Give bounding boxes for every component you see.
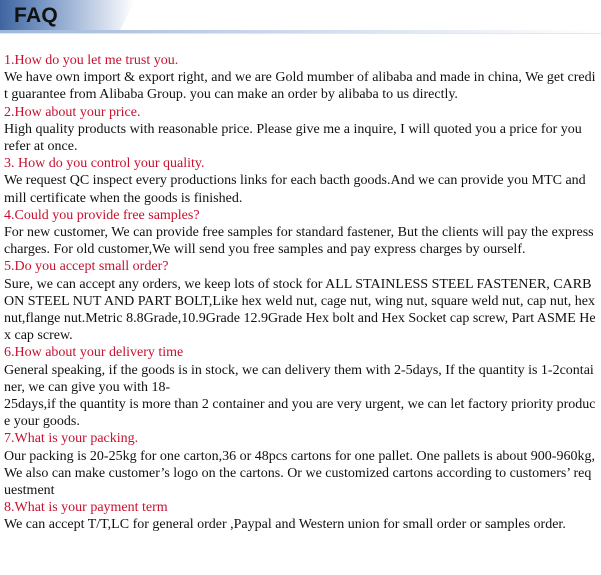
faq-question: 1.How do you let me trust you. [4,53,179,68]
faq-item-5 [4,258,596,344]
faq-item-4 [4,207,596,259]
faq-item-3 [4,155,596,207]
faq-question: 2.How about your price. [4,104,141,120]
faq-item-6 [4,344,596,430]
header-bar-graphic [0,0,601,37]
faq-question: 8.What is your payment term [4,500,168,516]
faq-question: 7.What is your packing. [4,431,139,447]
faq-answer: We can accept T/T,LC for general order ,Paypal and Western union for small order or samples order. [4,517,566,533]
faq-item-8 [4,499,596,533]
faq-item-2 [4,104,596,156]
faq-item-1 [4,52,596,104]
faq-question: 5.Do you accept small order? [4,259,169,275]
header-underline [0,30,601,33]
faq-header-banner [0,0,601,37]
faq-answer: We have own import & export right, and we are Gold mumber of alibaba and made in china, We get credit guarantee from Alibaba Group. you can make an order by alibaba to us directly. [4,70,596,103]
faq-question: 4.Could you provide free samples? [4,207,200,223]
faq-list [4,52,596,534]
faq-item-7 [4,430,596,499]
faq-answer: High quality products with reasonable price. Please give me a inquire, I will quoted you a price for you refer at once. [4,121,582,155]
faq-answer: We request QC inspect every productions links for each bacth goods.And we can provide you MTC and mill certificate when the goods is finished. [4,173,586,206]
faq-answer: Sure, we can accept any orders, we keep lots of stock for ALL STAINLESS STEEL FASTENER, CARBON STEEL NUT AND PART BOLT,Like hex weld nut, cage nut, wing nut, square weld nut, cap nut, hex nut,flange nut.Metric 8.8Grade,10.9Grade 12.9Grade Hex bolt and Hex Socket cap screw, Part ASME Hex cap screw. [4,276,596,344]
faq-answer: For new customer, We can provide free samples for standard fastener, But the clients will pay the express charges. For old customer,We will send you free samples and pay express charges by ourself. [4,225,594,258]
faq-answer: General speaking, if the goods is in stock, we can delivery them with 2-5days, If the quantity is 1-2container, we can give you with 18- 25days,if the quantity is more than 2 container and you are very urgent, we can let factory priority produce your goods. [4,362,596,430]
faq-answer: Our packing is 20-25kg for one carton,36 or 48pcs cartons for one pallet. One pallets is about 900-960kg, We also can make customer’s logo on the cartons. Or we customized cartons according to customers’ requestment [4,448,595,499]
faq-title: FAQ [14,4,59,27]
faq-question: 6.How about your delivery time [4,345,184,361]
faq-question: 3. How do you control your quality. [4,156,205,172]
